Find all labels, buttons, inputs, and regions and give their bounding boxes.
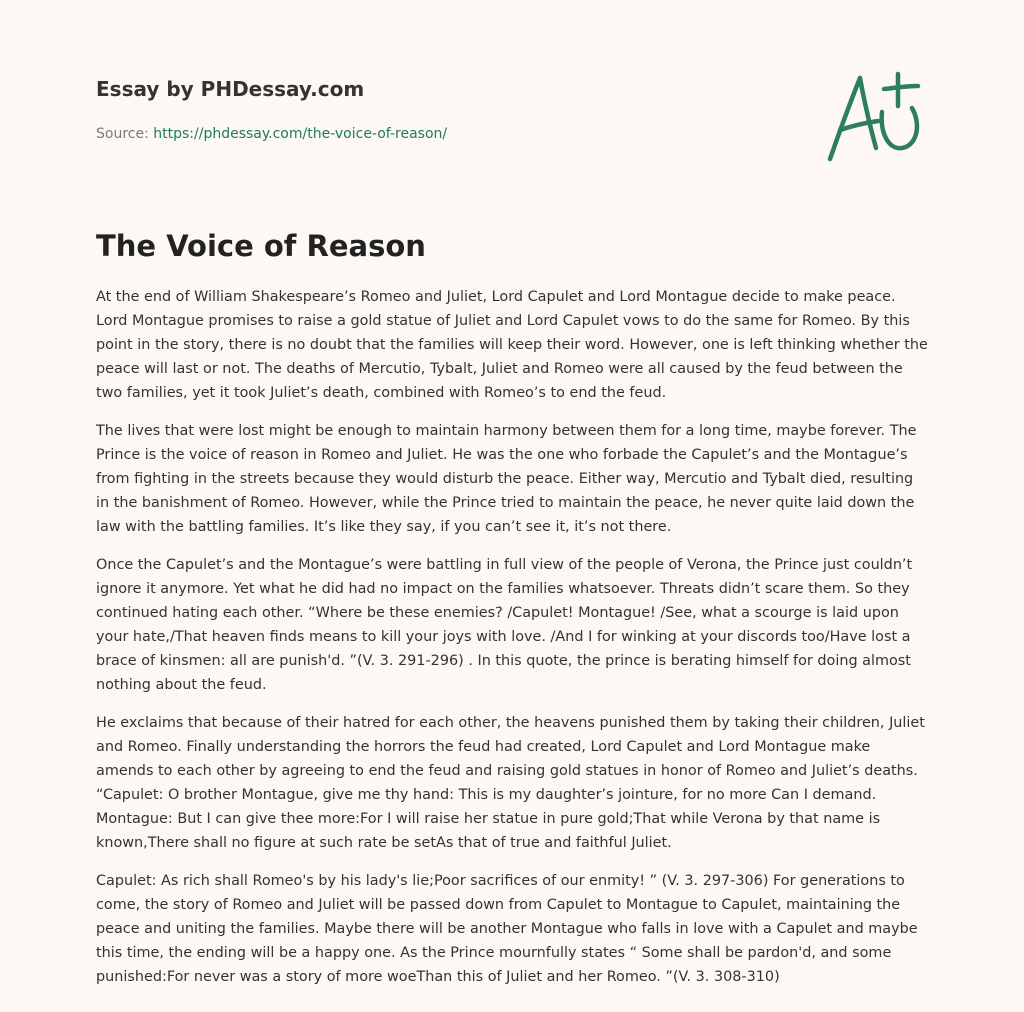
a-plus-grade-icon bbox=[822, 66, 928, 164]
essay-paragraph: Once the Capulet’s and the Montague’s were battling in full view of the people of Verona, the Prince just couldn’t ignore it anymore. Yet what he did had no impact on the families whatsoever. Threats didn’t scare them. So they continued hating each other. “Where be these enemies? /Capulet! Montague! /See, what a scourge is laid upon your hate,/That heaven finds means to kill your joys with love. /And I for winking at your discords too/Have lost a brace of kinsmen: all are punish'd. ”(V. 3. 291-296) . In this quote, the prince is berating himself for doing almost nothing about the feud. bbox=[96, 557, 913, 693]
source-link[interactable]: https://phdessay.com/the-voice-of-reason/ bbox=[153, 126, 448, 142]
essay-paragraph: At the end of William Shakespeare’s Romeo and Juliet, Lord Capulet and Lord Montague decide to make peace. Lord Montague promises to raise a gold statue of Juliet and Lord Capulet vows to do the same for Romeo. By this point in the story, there is no doubt that the families will keep their word. However, one is left thinking whether the peace will last or not. The deaths of Mercutio, Tybalt, Juliet and Romeo were all caused by the feud between the two families, yet it took Juliet’s death, combined with Romeo’s to end the feud. bbox=[96, 289, 928, 401]
source-label: Source: bbox=[96, 126, 154, 142]
brand-title: Essay by PHDessay.com bbox=[96, 77, 365, 101]
essay-title: The Voice of Reason bbox=[96, 229, 426, 263]
essay-paragraph: The lives that were lost might be enough to maintain harmony between them for a long time, maybe forever. The Prince is the voice of reason in Romeo and Juliet. He was the one who forbade the Capulet’s and the Montague’s from fighting in the streets because they would disturb the peace. Either way, Mercutio and Tybalt died, resulting in the banishment of Romeo. However, while the Prince tried to maintain the peace, he never quite laid down the law with the battling families. It’s like they say, if you can’t see it, it’s not there. bbox=[96, 423, 917, 535]
page-header bbox=[96, 74, 796, 144]
essay-paragraph: Capulet: As rich shall Romeo's by his lady's lie;Poor sacrifices of our enmity! ” (V. 3. 297-306) For generations to come, the story of Romeo and Juliet will be passed down from Capulet to Montague to Capulet, maintaining the peace and uniting the families. Maybe there will be another Montague who falls in love with a Capulet and maybe this time, the ending will be a happy one. As the Prince mournfully states “ Some shall be pardon'd, and some punished:For never was a story of more woeThan this of Juliet and her Romeo. ”(V. 3. 308-310) bbox=[96, 873, 918, 985]
source-line bbox=[96, 124, 796, 144]
essay-paragraph: He exclaims that because of their hatred for each other, the heavens punished them by taking their children, Juliet and Romeo. Finally understanding the horrors the feud had created, Lord Capulet and Lord Montague make amends to each other by agreeing to end the feud and raising gold statues in honor of Romeo and Juliet’s deaths. “Capulet: O brother Montague, give me thy hand: This is my daughter’s jointure, for no more Can I demand. Montague: But I can give thee more:For I will raise her statue in pure gold;That while Verona by that name is known,There shall no figure at such rate be setAs that of true and faithful Juliet. bbox=[96, 715, 925, 851]
essay-body bbox=[96, 285, 930, 1003]
